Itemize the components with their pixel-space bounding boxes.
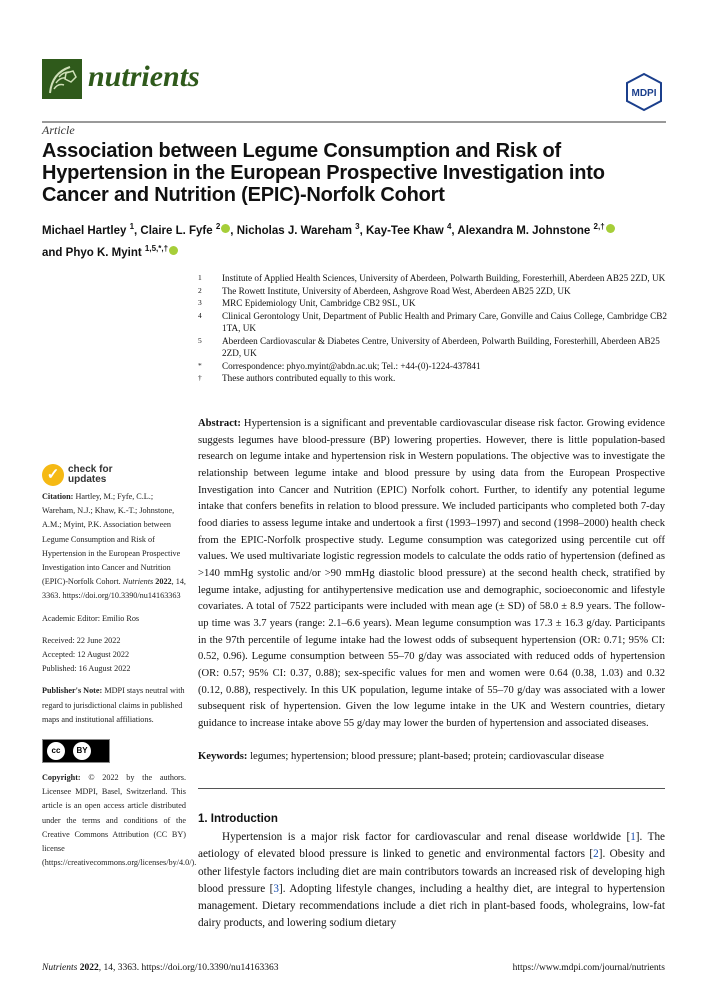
intro-paragraph [198, 829, 665, 933]
updates-label: updates [68, 474, 107, 485]
author-affiliation-marker: 2,† [593, 222, 605, 231]
affiliation-number: * [198, 360, 202, 370]
article-type: Article [42, 123, 75, 137]
affiliation-number: 3 [198, 298, 202, 307]
publisher-note-label: Publisher's Note: [42, 686, 103, 696]
sidebar [42, 464, 197, 870]
author-name: Alexandra M. Johnstone [457, 224, 591, 237]
affiliation-item [198, 285, 668, 298]
mdpi-logo-text: MDPI [631, 88, 657, 99]
section-divider [198, 788, 665, 789]
author-list: Michael Hartley $^1$, Claire L. Fyfe $^2$ , Nicholas J. Wareham $^3$, Kay-Tee Khaw $^4$, Alexandra M. Johnstone $^{2,\dagger}$ and Phyo K. Myint $^{1,5,*,\dagger}$ [42, 218, 672, 262]
orcid-icon[interactable] [606, 224, 615, 233]
section-heading: 1. Introduction [198, 813, 278, 825]
citation-text: Hartley, M.; Fyfe, C.L.; Wareham, N.J.; Khaw, K.-T.; Johnstone, A.M.; Myint, P.K. Association between Legume Consumption and Risk of Hypertension in the European Prospective Investigation into Cancer and Nutrition (EPIC)-Norfolk Cohort. [42, 492, 181, 587]
citation-label: Citation: [42, 492, 74, 501]
footer-citation [42, 963, 279, 973]
orcid-icon[interactable] [169, 246, 178, 255]
footer-journal: Nutrients [42, 963, 78, 973]
affiliation-number: 4 [198, 310, 202, 320]
header-divider [42, 121, 666, 123]
citation-doi[interactable]: , 14, 3363. https://doi.org/10.3390/nu14163363 [42, 577, 186, 601]
published-date: Published: 16 August 2022 [42, 664, 131, 674]
affiliation-item [198, 360, 668, 373]
affiliation-number: 1 [198, 273, 202, 282]
intro-text: ]. Adopting lifestyle changes, including a healthy diet, are integral to hypertension management. Dietary recommendations include a diet rich in plant-based foods, wholegrains, low-fat dairy products, and lowering sodium dietary [198, 882, 665, 930]
keywords-label: Keywords: [198, 751, 248, 762]
affiliation-item [198, 335, 668, 360]
journal-logo-icon [42, 59, 82, 99]
author-affiliation-marker: 1,5,*,† [144, 243, 169, 253]
affiliations [198, 272, 668, 385]
author-affiliation-marker: 4 [446, 222, 452, 231]
citation-year: 2022 [155, 577, 172, 587]
author-name: Kay-Tee Khaw [366, 224, 444, 237]
citation-link[interactable]: 2 [593, 848, 599, 861]
citation [42, 490, 186, 604]
received-date: Received: 22 June 2022 [42, 635, 121, 645]
cc-by-license-badge[interactable] [42, 739, 110, 763]
author-name: Nicholas J. Wareham [236, 224, 352, 237]
author-affiliation-marker: 1 [129, 222, 135, 231]
publisher-note [42, 684, 186, 727]
affiliation-number: 5 [198, 335, 202, 345]
paper-title: Association between Legume Consumption and Risk of Hypertension in the European Prospective Investigation into Cancer and Nutrition (EPIC)-Norfolk Cohort [42, 140, 605, 206]
accepted-date: Accepted: 12 August 2022 [42, 650, 130, 660]
abstract-label: Abstract: [198, 418, 241, 429]
by-icon: BY [73, 742, 91, 760]
affiliation-number: 2 [198, 285, 202, 295]
footer-journal-url[interactable]: https://www.mdpi.com/journal/nutrients [512, 963, 665, 973]
citation-link[interactable]: 3 [273, 882, 279, 895]
affiliation-item [198, 272, 668, 285]
copyright [42, 771, 197, 870]
cc-icon: cc [47, 742, 65, 760]
check-for-updates-button[interactable] [42, 464, 186, 486]
affiliation-item [198, 297, 668, 310]
affiliation-text: These authors contributed equally to this work. [222, 373, 396, 383]
keywords [198, 751, 665, 762]
affiliation-text: The Rowett Institute, University of Aberdeen, Ashgrove Road West, Aberdeen AB25 2ZD, UK [222, 285, 571, 296]
author-affiliation-marker: 3 [355, 222, 360, 231]
abstract [198, 416, 665, 732]
abstract-text: Hypertension is a significant and preventable cardiovascular disease risk factor. Growing evidence suggests legumes have blood-pressure (BP) lowering properties. However, there is little population-based research on legume intake and hypertension risk in Western populations. The objective was to investigate the relationship between legume intake and blood pressure by using data from the European Prospective Investigation into Cancer and Nutrition (EPIC) Norfolk cohort. Further, to identify any potential legume intake that confers benefits in relation to blood pressure. We included participants who completed both 7-day food diaries to assess legume intake and undertook a first (1993–1997) and second (1998–2000) health check from the EPIC-Norfolk prospective study. Legume consumption was categorized using percentile cut off values. We used multivariate logistic regression models to calculate the odds ratio of hypertension (defined as >140 mmHg systolic and/or >90 mmHg diastolic blood pressure) at the second health check, stratified by legume intake, adjusting for antihypertensive medication use and demographic, socioeconomic and lifestyle covariates. A total of 7522 participants were included with mean age (± SD) of 58.0 ± 8.9 years. The follow-up time was 3.7 years (range: 2.1–6.6 years). Mean legume consumption was 17.3 ± 16.3 g/day. Participants in the 97th percentile of legume intake had the lowest odds of subsequent hypertension (OR: 0.71; 95% CI: 0.52, 0.96). Legume consumption between 55–70 g/day was associated with reduced odds of hypertension (OR: 0.57; 95% CI: 0.37, 0.88); sex-specific values for men and women were 0.64 (0.38, 1.03) and 0.32 (0.12, 0.88), respectively. In this UK population, legume intake of 55–70 g/day was associated with a lower subsequent risk of hypertension. Given the low legume intake in the UK and Western countries, dietary guidance to increase intake above 55 g/day may lower the burden of hypertension and associated diseases. [198, 418, 666, 729]
authors-and: and [42, 246, 63, 259]
journal-name: nutrients [88, 60, 200, 93]
academic-editor: Academic Editor: Emilio Ros [42, 613, 140, 623]
copyright-label: Copyright: [42, 773, 81, 783]
affiliation-item [198, 372, 668, 385]
affiliation-text: MRC Epidemiology Unit, Cambridge CB2 9SL, UK [222, 298, 416, 308]
intro-text: ]. The aetiology of elevated blood pressure is linked to genetic and environmental factors [ [198, 831, 665, 861]
citation-journal: Nutrients [122, 577, 154, 587]
affiliation-number: † [198, 373, 202, 382]
affiliation-text: Clinical Gerontology Unit, Department of Public Health and Primary Care, Gonville and Caius College, Cambridge CB2 1TA, UK [222, 310, 667, 333]
author-affiliation-marker: 2 [215, 222, 221, 231]
affiliation-text: Aberdeen Cardiovascular & Diabetes Centre, University of Aberdeen, Polwarth Building, Foresterhill, Aberdeen AB25 2ZD, UK [222, 335, 660, 358]
affiliation-text: Institute of Applied Health Sciences, University of Aberdeen, Polwarth Building, Foresterhill, Aberdeen AB25 2ZD, UK [222, 273, 666, 283]
publisher-note-text: MDPI stays neutral with regard to jurisdictional claims in published maps and institutional affiliations. [42, 686, 185, 724]
author-name: Claire L. Fyfe [140, 224, 213, 237]
affiliation-text: Correspondence: phyo.myint@abdn.ac.uk; Tel.: +44-(0)-1224-437841 [222, 360, 481, 371]
citation-link[interactable]: 1 [630, 831, 636, 843]
intro-text: ]. Obesity and other lifestyle factors including diet are main contributors towards an increased risk of developing high blood pressure [ [198, 848, 665, 895]
checkmark-icon: ✓ [42, 464, 64, 486]
check-label: check for [68, 464, 113, 475]
footer-doi[interactable]: , 14, 3363. https://doi.org/10.3390/nu14163363 [98, 963, 279, 973]
orcid-icon[interactable] [221, 224, 230, 233]
author-name: Michael Hartley [42, 224, 127, 237]
author-name: Phyo K. Myint [65, 246, 142, 259]
mdpi-logo-icon [624, 72, 664, 112]
copyright-text: © 2022 by the authors. Licensee MDPI, Basel, Switzerland. This article is an open access article distributed under the terms and conditions of the Creative Commons Attribution (CC BY) license (https://creativecommons.org/licenses/by/4.0/). [42, 773, 197, 868]
intro-text: Hypertension is a major risk factor for cardiovascular and renal disease worldwide [ [222, 831, 631, 843]
affiliation-item [198, 310, 668, 335]
footer-year: 2022 [79, 963, 99, 973]
keywords-text: legumes; hypertension; blood pressure; plant-based; protein; cardiovascular disease [250, 751, 604, 762]
